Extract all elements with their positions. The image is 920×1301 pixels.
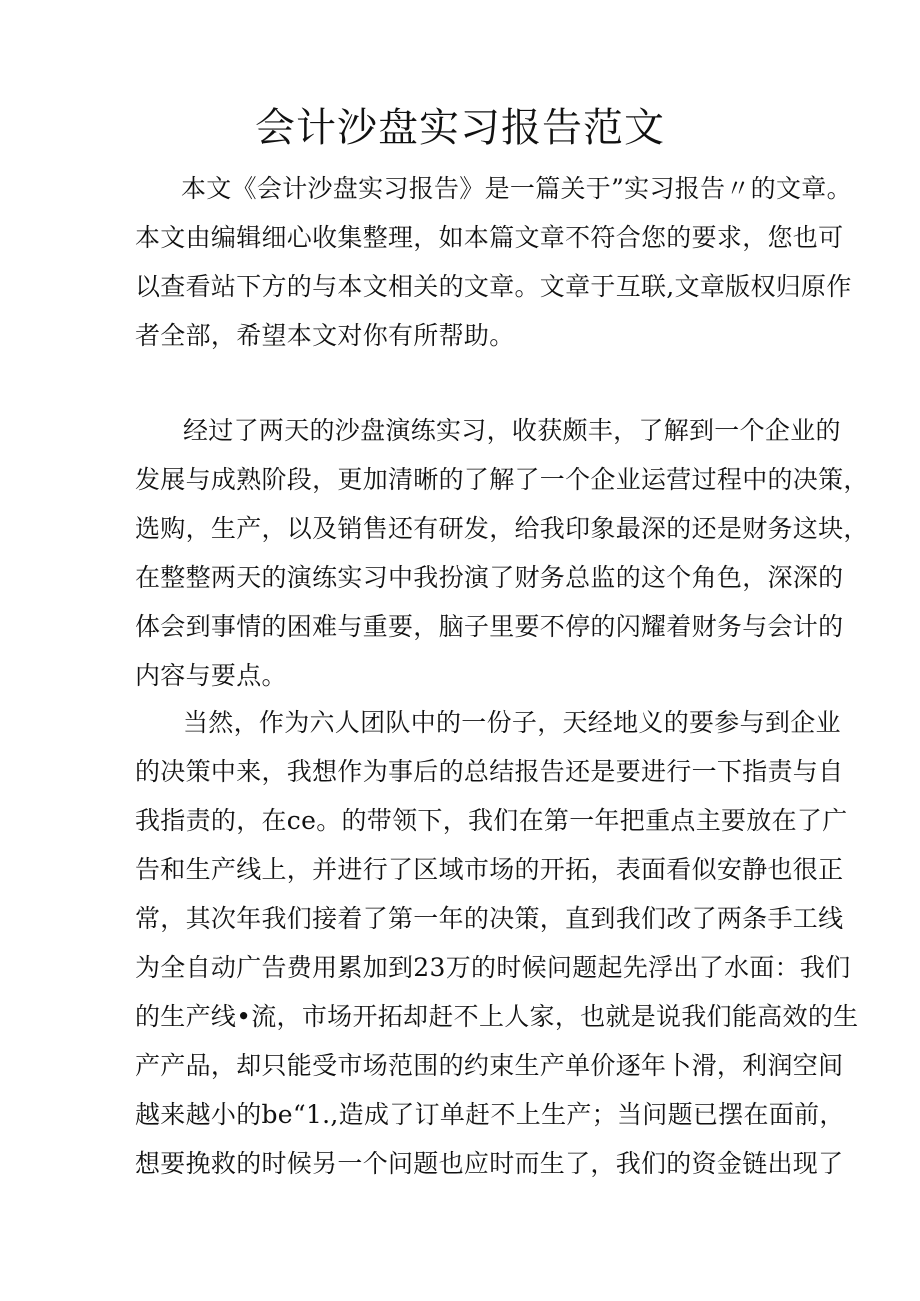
text-line: 当然，作为六人团队中的一份子，天经地义的要参与到企业: [183, 708, 841, 737]
text-line: 经过了两天的沙盘演练实习，收获颇丰，了解到一个企业的: [183, 416, 841, 445]
document-title: 会计沙盘实习报告范文: [255, 105, 665, 151]
text-line: 以查看站下方的与本文相关的文章。文章于互联,文章版权归原作: [135, 272, 852, 301]
text-line: 越来越小的be“1.,造成了订单赶不上生产；当问题已摆在面前，: [135, 1100, 845, 1129]
text-line: 告和生产线上，并进行了区域市场的开拓，表面看似安静也很正: [135, 855, 844, 884]
text-line: 在整整两天的演练实习中我扮演了财务总监的这个角色，深深的: [135, 563, 844, 592]
text-line: 常，其次年我们接着了第一年的决策，直到我们改了两条手工线: [135, 904, 844, 933]
text-line: 想要挽救的时候另一个问题也应时而生了，我们的资金链出现了: [135, 1149, 844, 1178]
text-line: 的生产线•流，市场开拓却赶不上人家，也就是说我们能高效的生: [135, 1002, 859, 1031]
text-line: 内容与要点。: [135, 661, 287, 690]
text-line: 体会到事情的困难与重要，脑子里要不停的闪耀着财务与会计的: [135, 612, 844, 641]
text-line: 我指责的，在ce。的带领下，我们在第一年把重点主要放在了广: [135, 806, 848, 835]
text-line: 本文由编辑细心收集整理，如本篇文章不符合您的要求，您也可: [135, 223, 844, 252]
text-line: 产产品，却只能受市场范围的约束生产单价逐年卜滑，利润空间: [135, 1051, 844, 1080]
text-line: 选购，生产，以及销售还有研发，给我印象最深的还是财务这块，: [135, 514, 869, 543]
text-line: 发展与成熟阶段，更加清晰的了解了一个企业运营过程中的决策，: [135, 465, 869, 494]
text-line: 为全自动广告费用累加到23万的时候问题起先浮出了水面：我们: [135, 953, 851, 982]
text-line: 本文《会计沙盘实习报告》是一篇关于”实习报告〃的文章。: [181, 174, 852, 203]
text-line: 的决策中来，我想作为事后的总结报告还是要进行一下指责与自: [135, 757, 844, 786]
text-line: 者全部，希望本文对你有所帮助。: [135, 321, 515, 350]
